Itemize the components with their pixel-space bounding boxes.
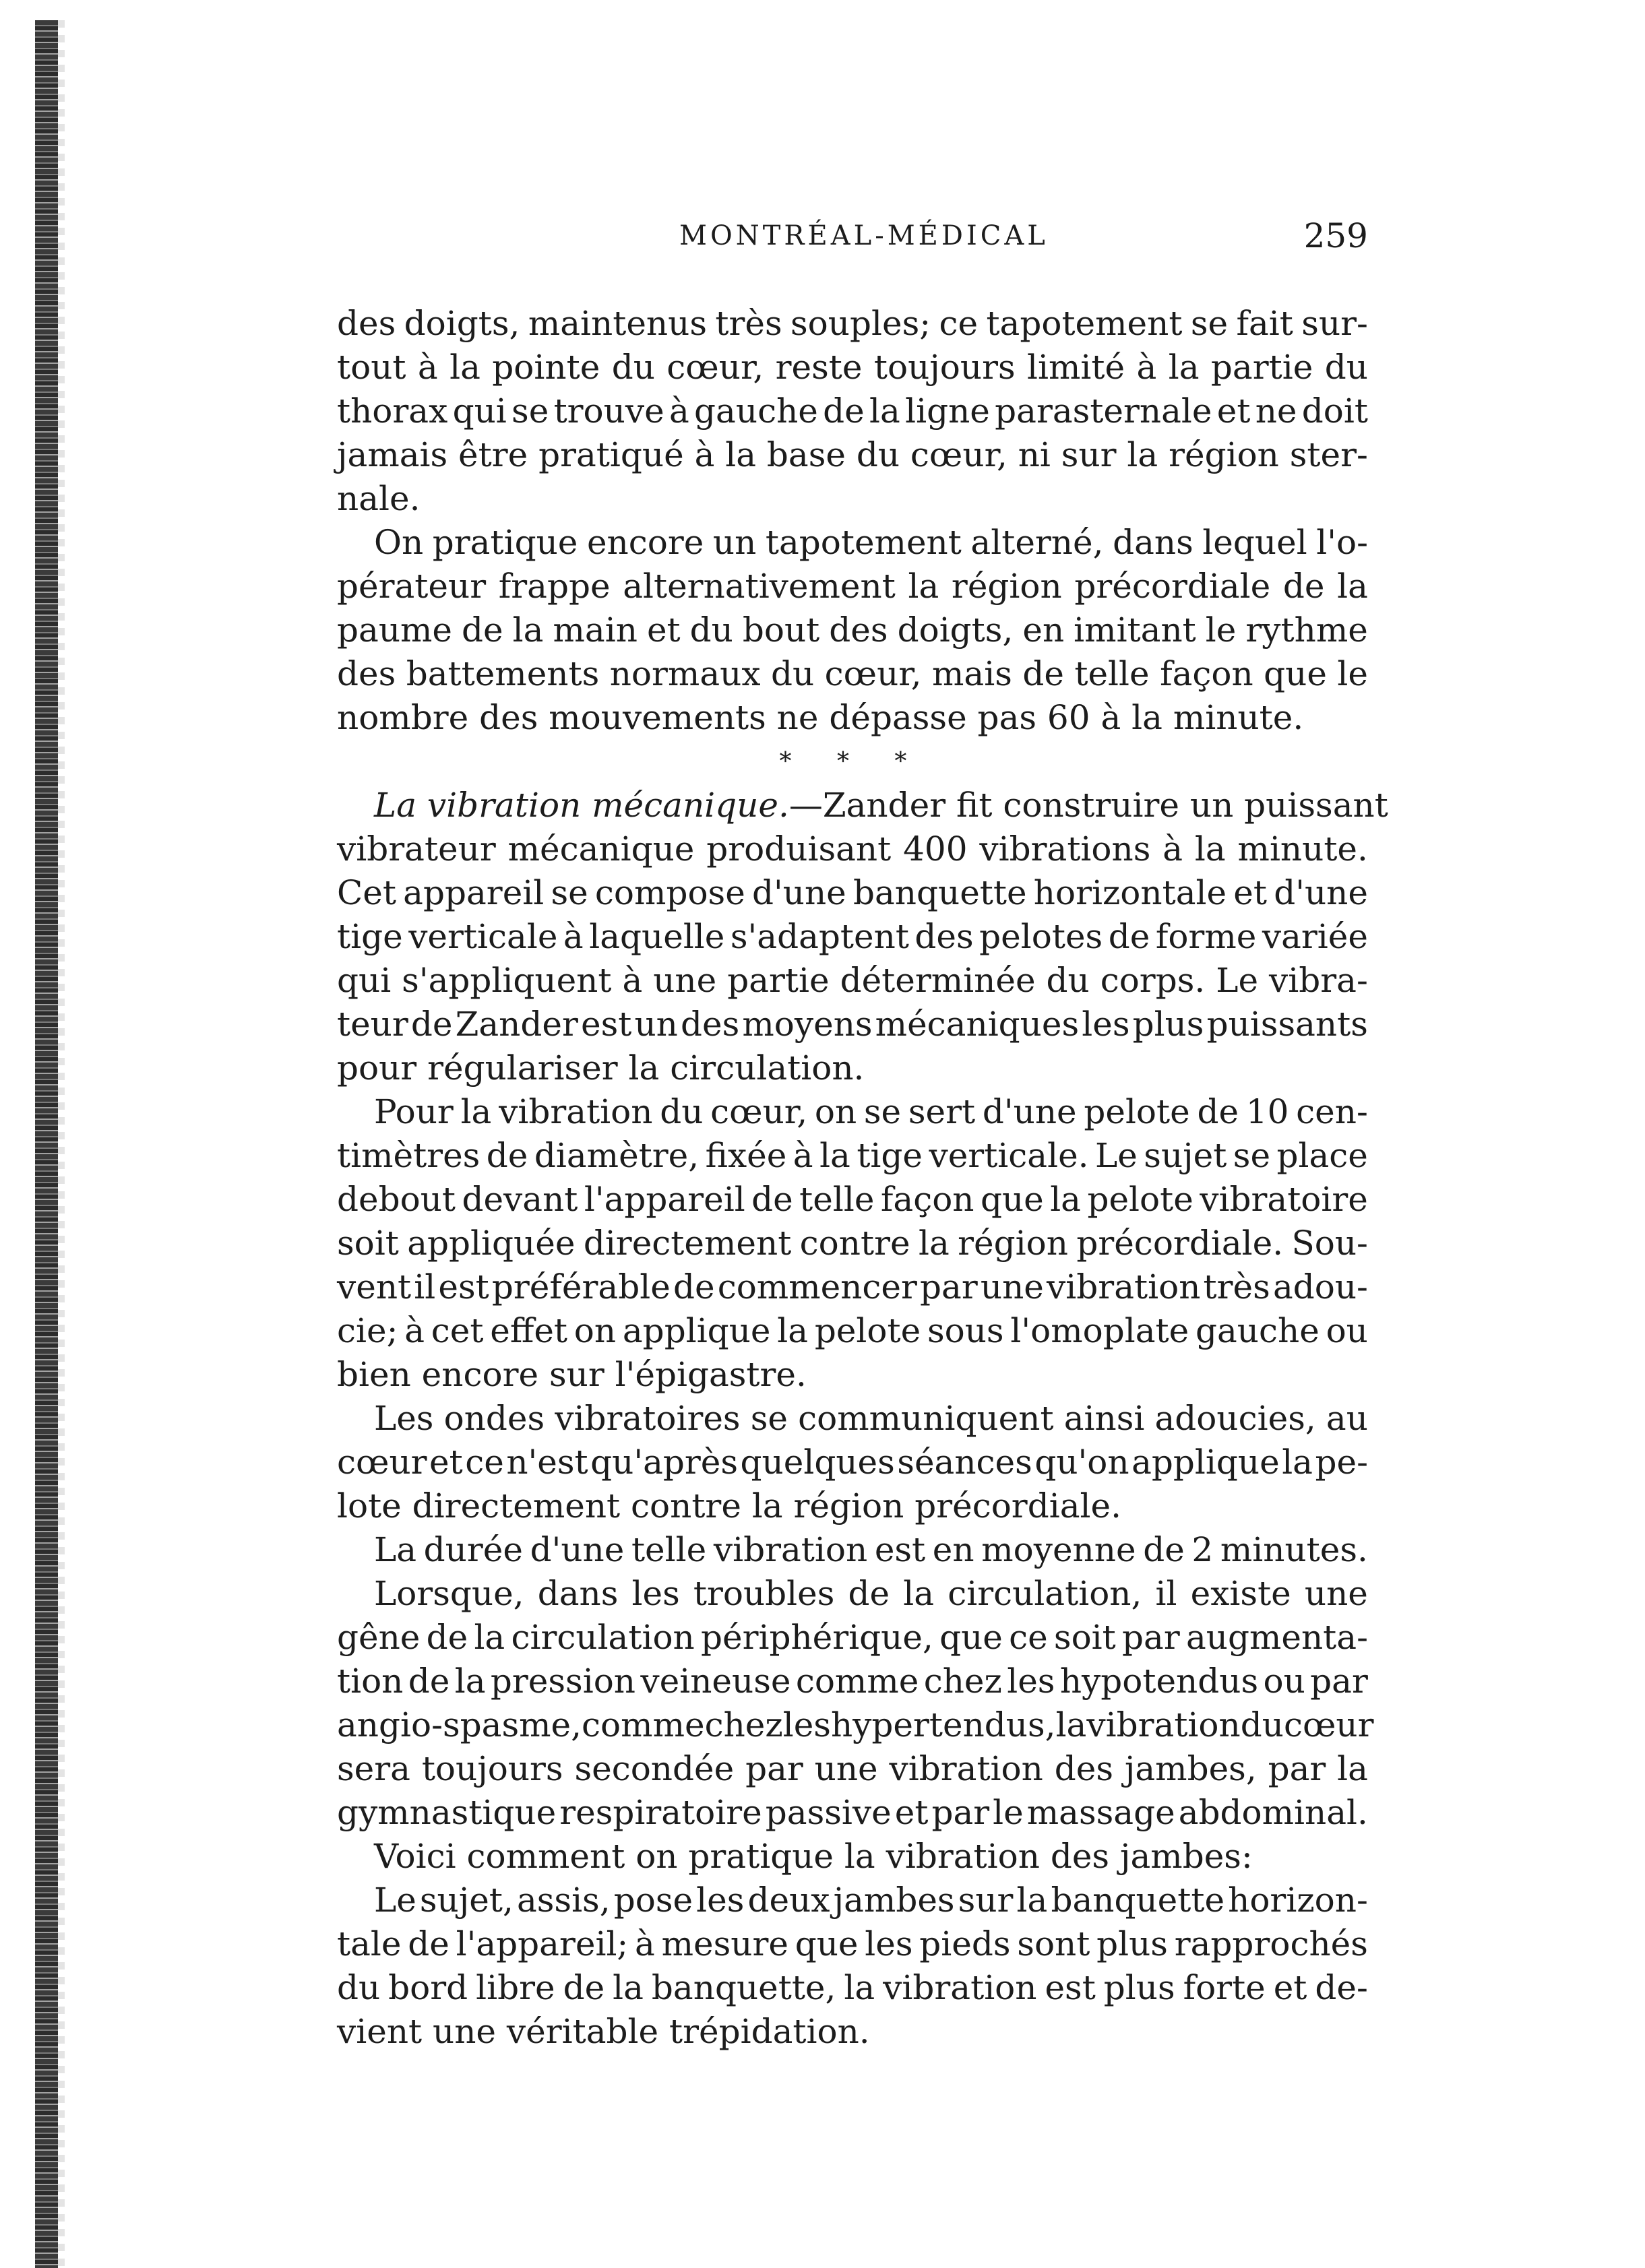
text-line-18: pour régulariser la circulation. [337, 1048, 865, 1088]
text-line-28: lote directement contre la région précordiale. [337, 1486, 1121, 1525]
text-line-19: Pour la vibration du cœur, on se sert d'une pelote de 10 cen- [374, 1092, 1368, 1131]
text-line-27: cœur et ce n'est qu'après quelques séances qu'on applique la pe- [337, 1443, 1368, 1482]
text-line-30: Lorsque, dans les troubles de la circulation, il existe une [374, 1574, 1368, 1613]
text-line-24: cie; à cet effet on applique la pelote sous l'omoplate gauche ou [337, 1311, 1368, 1350]
text-line-8: paume de la main et du bout des doigts, en imitant le rythme [337, 610, 1368, 650]
text-line-10: nombre des mouvements ne dépasse pas 60 à la minute. [337, 698, 1304, 737]
text-line-36: Voici comment on pratique la vibration des jambes: [374, 1837, 1253, 1876]
running-head [337, 216, 1368, 256]
page-number: 259 [1303, 216, 1368, 255]
text-line-21: debout devant l'appareil de telle façon que la pelote vibratoire [337, 1180, 1368, 1219]
text-line-2: tout à la pointe du cœur, reste toujours limité à la partie du [337, 348, 1368, 387]
text-line-37: Le sujet, assis, pose les deux jambes sur la banquette horizon- [374, 1881, 1368, 1920]
binding-edge [35, 20, 58, 2268]
text-line-13: vibrateur mécanique produisant 400 vibrations à la minute. [337, 829, 1368, 869]
text-line-40: vient une véritable trépidation. [337, 2012, 870, 2051]
text-line-1: des doigts, maintenus très souples; ce tapotement se fait sur- [337, 304, 1368, 343]
text-line-7: pérateur frappe alternativement la région précordiale de la [337, 567, 1368, 606]
text-line-9: des battements normaux du cœur, mais de telle façon que le [337, 654, 1368, 693]
text-line-31: gêne de la circulation périphérique, que ce soit par augmenta- [337, 1618, 1368, 1657]
text-line-34: sera toujours secondée par une vibration des jambes, par la [337, 1749, 1368, 1788]
text-line-14: Cet appareil se compose d'une banquette horizontale et d'une [337, 873, 1368, 912]
section-heading-rest: —Zander fit construire un puissant [788, 786, 1388, 825]
text-line-35: gymnastique respiratoire passive et par le massage abdominal. [337, 1793, 1368, 1832]
text-line-29: La durée d'une telle vibration est en moyenne de 2 minutes. [374, 1530, 1368, 1569]
text-line-6: On pratique encore un tapotement alterné, dans lequel l'o- [374, 523, 1368, 562]
section-heading-line [337, 784, 1388, 827]
text-line-4: jamais être pratiqué à la base du cœur, ni sur la région ster- [337, 435, 1368, 474]
text-line-15: tige verticale à laquelle s'adaptent des pelotes de forme variée [337, 917, 1368, 956]
text-line-32: tion de la pression veineuse comme chez les hypotendus ou par [337, 1662, 1368, 1701]
text-line-3: thorax qui se trouve à gauche de la ligne parasternale et ne doit [337, 391, 1368, 431]
text-line-33: angio-spasme, comme chez les hypertendus, la vibration du cœur [337, 1705, 1374, 1744]
text-line-16: qui s'appliquent à une partie déterminée du corps. Le vibra- [337, 961, 1368, 1000]
text-line-23: vent il est préférable de commencer par une vibration très adou- [337, 1267, 1368, 1306]
text-line-22: soit appliquée directement contre la région précordiale. Sou- [337, 1224, 1368, 1263]
text-line-25: bien encore sur l'épigastre. [337, 1355, 807, 1394]
binding-shadow [58, 20, 65, 2268]
section-title: La vibration mécanique. [374, 786, 789, 825]
text-line-5: nale. [337, 479, 421, 518]
text-line-20: timètres de diamètre, fixée à la tige verticale. Le sujet se place [337, 1136, 1368, 1175]
text-line-17: teur de Zander est un des moyens mécaniques les plus puissants [337, 1005, 1368, 1044]
text-line-39: du bord libre de la banquette, la vibration est plus forte et de- [337, 1968, 1368, 2007]
text-line-38: tale de l'appareil; à mesure que les pieds sont plus rapprochés [337, 1924, 1368, 1963]
body-text [337, 302, 1388, 2054]
section-separator: * * * [779, 748, 926, 776]
running-title: MONTRÉAL-MÉDICAL [679, 220, 1049, 251]
text-line-26: Les ondes vibratoires se communiquent ainsi adoucies, au [374, 1399, 1368, 1438]
